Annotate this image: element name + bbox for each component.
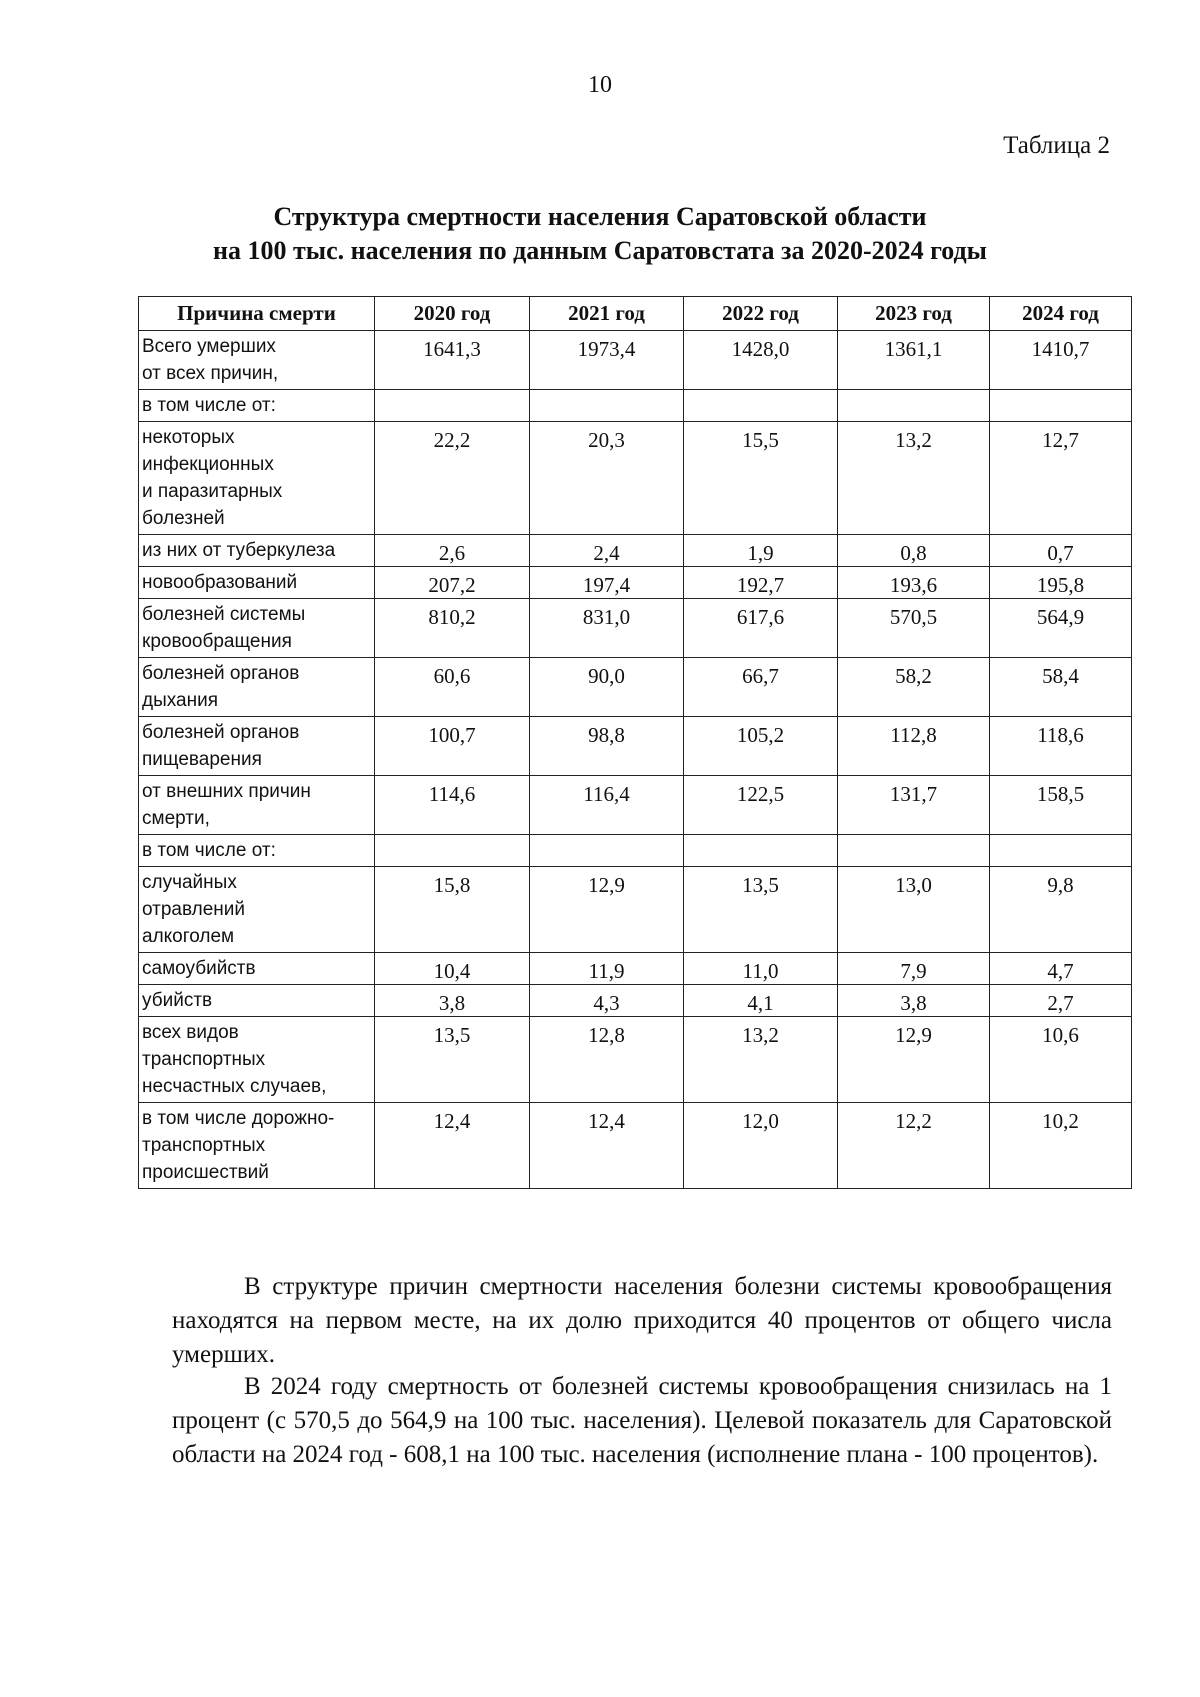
table-header-row <box>139 297 1132 331</box>
value-cell <box>684 390 838 422</box>
value-cell: 12,9 <box>838 1017 990 1103</box>
table-title-line-1: Структура смертности населения Саратовской области <box>273 202 927 231</box>
header-2021: 2021 год <box>530 297 684 331</box>
table-row <box>139 567 1132 599</box>
value-cell: 118,6 <box>990 717 1132 776</box>
value-cell: 197,4 <box>530 567 684 599</box>
value-cell: 564,9 <box>990 599 1132 658</box>
value-cell: 9,8 <box>990 867 1132 953</box>
table-row <box>139 776 1132 835</box>
cause-cell: случайных отравлений алкоголем <box>139 867 375 953</box>
paragraph-1 <box>172 1270 1112 1372</box>
value-cell: 12,2 <box>838 1103 990 1189</box>
header-2022: 2022 год <box>684 297 838 331</box>
value-cell: 1428,0 <box>684 331 838 390</box>
value-cell: 105,2 <box>684 717 838 776</box>
header-cause: Причина смерти <box>139 297 375 331</box>
table-row <box>139 390 1132 422</box>
value-cell: 66,7 <box>684 658 838 717</box>
value-cell: 4,1 <box>684 985 838 1017</box>
value-cell: 1641,3 <box>375 331 530 390</box>
cause-cell: некоторых инфекционных и паразитарных болезней <box>139 422 375 535</box>
table-title <box>0 200 1200 268</box>
value-cell <box>530 835 684 867</box>
value-cell: 20,3 <box>530 422 684 535</box>
table-row <box>139 599 1132 658</box>
value-cell <box>375 835 530 867</box>
paragraph-2-text: В 2024 году смертность от болезней системы кровообращения снизилась на 1 процент (с 570,5 до 564,9 на 100 тыс. населения). Целевой показатель для Саратовской области на 2024 год - 608,1 на 100 тыс. населения (исполнение плана - 100 процентов). <box>172 1373 1112 1468</box>
value-cell: 3,8 <box>838 985 990 1017</box>
table-row <box>139 1103 1132 1189</box>
value-cell: 2,7 <box>990 985 1132 1017</box>
value-cell: 58,2 <box>838 658 990 717</box>
header-2023: 2023 год <box>838 297 990 331</box>
value-cell: 192,7 <box>684 567 838 599</box>
value-cell: 2,6 <box>375 535 530 567</box>
value-cell: 1410,7 <box>990 331 1132 390</box>
cause-cell: в том числе дорожно- транспортных происшествий <box>139 1103 375 1189</box>
table-row <box>139 985 1132 1017</box>
cause-cell: убийств <box>139 985 375 1017</box>
value-cell <box>375 390 530 422</box>
value-cell <box>838 835 990 867</box>
value-cell: 122,5 <box>684 776 838 835</box>
value-cell: 12,8 <box>530 1017 684 1103</box>
table-title-line-2: на 100 тыс. населения по данным Саратовстата за 2020-2024 годы <box>213 236 987 265</box>
header-2024: 2024 год <box>990 297 1132 331</box>
value-cell: 15,5 <box>684 422 838 535</box>
value-cell: 100,7 <box>375 717 530 776</box>
value-cell: 1,9 <box>684 535 838 567</box>
value-cell: 11,0 <box>684 953 838 985</box>
value-cell: 0,8 <box>838 535 990 567</box>
value-cell <box>684 835 838 867</box>
value-cell: 4,7 <box>990 953 1132 985</box>
value-cell: 116,4 <box>530 776 684 835</box>
header-2020: 2020 год <box>375 297 530 331</box>
table-row <box>139 422 1132 535</box>
paragraph-1-text: В структуре причин смертности населения болезни системы кровообращения находятся на первом месте, на их долю приходится 40 процентов от общего числа умерших. <box>172 1273 1112 1368</box>
value-cell: 13,5 <box>684 867 838 953</box>
value-cell: 12,4 <box>530 1103 684 1189</box>
value-cell: 10,6 <box>990 1017 1132 1103</box>
cause-cell: в том числе от: <box>139 390 375 422</box>
value-cell: 4,3 <box>530 985 684 1017</box>
cause-cell: всех видов транспортных несчастных случаев, <box>139 1017 375 1103</box>
table-row <box>139 1017 1132 1103</box>
value-cell: 831,0 <box>530 599 684 658</box>
value-cell: 617,6 <box>684 599 838 658</box>
value-cell: 11,9 <box>530 953 684 985</box>
value-cell: 13,2 <box>684 1017 838 1103</box>
value-cell: 1361,1 <box>838 331 990 390</box>
table-row <box>139 867 1132 953</box>
value-cell: 12,4 <box>375 1103 530 1189</box>
value-cell: 90,0 <box>530 658 684 717</box>
value-cell: 10,4 <box>375 953 530 985</box>
value-cell: 2,4 <box>530 535 684 567</box>
table-row <box>139 658 1132 717</box>
cause-cell: болезней системы кровообращения <box>139 599 375 658</box>
value-cell <box>838 390 990 422</box>
value-cell: 0,7 <box>990 535 1132 567</box>
value-cell: 12,7 <box>990 422 1132 535</box>
value-cell: 13,2 <box>838 422 990 535</box>
value-cell: 13,0 <box>838 867 990 953</box>
value-cell: 58,4 <box>990 658 1132 717</box>
cause-cell: от внешних причин смерти, <box>139 776 375 835</box>
table-label: Таблица 2 <box>1003 132 1110 159</box>
value-cell: 195,8 <box>990 567 1132 599</box>
value-cell: 570,5 <box>838 599 990 658</box>
table-row <box>139 835 1132 867</box>
page-number: 10 <box>588 72 612 98</box>
cause-cell: Всего умерших от всех причин, <box>139 331 375 390</box>
cause-cell: болезней органов пищеварения <box>139 717 375 776</box>
value-cell: 98,8 <box>530 717 684 776</box>
value-cell: 810,2 <box>375 599 530 658</box>
value-cell <box>990 390 1132 422</box>
table-row <box>139 331 1132 390</box>
value-cell: 10,2 <box>990 1103 1132 1189</box>
value-cell: 15,8 <box>375 867 530 953</box>
cause-cell: в том числе от: <box>139 835 375 867</box>
value-cell: 22,2 <box>375 422 530 535</box>
table-body <box>139 331 1132 1189</box>
value-cell: 3,8 <box>375 985 530 1017</box>
value-cell: 12,0 <box>684 1103 838 1189</box>
cause-cell: новообразований <box>139 567 375 599</box>
value-cell: 1973,4 <box>530 331 684 390</box>
value-cell <box>530 390 684 422</box>
value-cell: 60,6 <box>375 658 530 717</box>
table-row <box>139 717 1132 776</box>
mortality-table <box>138 296 1132 1189</box>
value-cell: 7,9 <box>838 953 990 985</box>
value-cell <box>990 835 1132 867</box>
value-cell: 112,8 <box>838 717 990 776</box>
paragraph-2 <box>172 1370 1112 1472</box>
value-cell: 13,5 <box>375 1017 530 1103</box>
cause-cell: самоубийств <box>139 953 375 985</box>
value-cell: 158,5 <box>990 776 1132 835</box>
value-cell: 131,7 <box>838 776 990 835</box>
table-row <box>139 535 1132 567</box>
value-cell: 114,6 <box>375 776 530 835</box>
cause-cell: из них от туберкулеза <box>139 535 375 567</box>
value-cell: 193,6 <box>838 567 990 599</box>
table-row <box>139 953 1132 985</box>
value-cell: 12,9 <box>530 867 684 953</box>
value-cell: 207,2 <box>375 567 530 599</box>
cause-cell: болезней органов дыхания <box>139 658 375 717</box>
